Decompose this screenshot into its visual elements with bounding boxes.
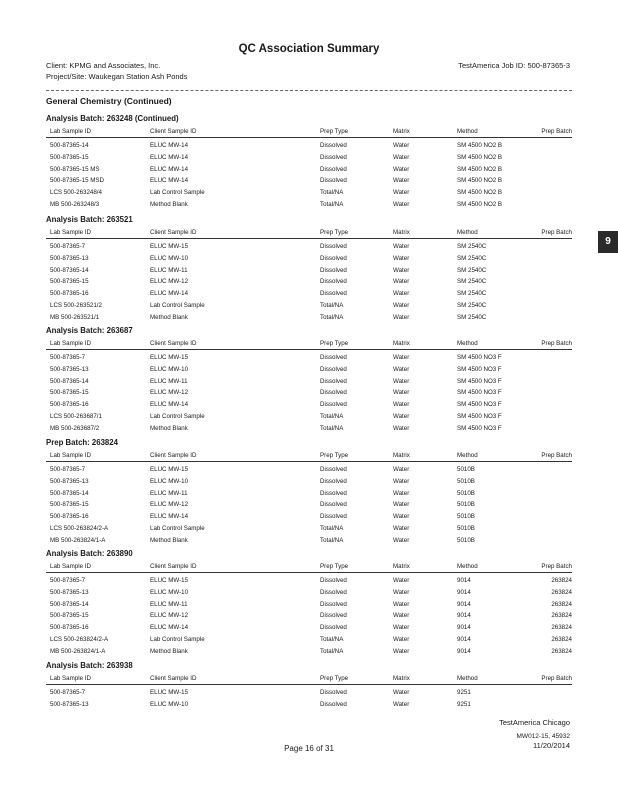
- table-row: [46, 276, 572, 288]
- cell-lab-sample-id: LCS 500-263687/1: [50, 412, 102, 420]
- cell-method: SM 4500 NO2 B: [457, 153, 503, 161]
- table-header: [46, 228, 572, 239]
- cell-lab-sample-id: 500-87365-13: [50, 254, 89, 262]
- cell-client-sample-id: Method Blank: [150, 313, 188, 321]
- col-prep-type: Prep Type: [320, 128, 349, 135]
- cell-method: 9014: [457, 635, 471, 643]
- cell-matrix: Water: [393, 266, 410, 274]
- cell-client-sample-id: ELUC MW-14: [150, 153, 189, 161]
- cell-prep-type: Dissolved: [320, 254, 347, 262]
- cell-method: 5010B: [457, 489, 475, 497]
- cell-prep-type: Dissolved: [320, 624, 347, 632]
- cell-lab-sample-id: 500-87365-7: [50, 354, 86, 361]
- cell-prep-type: Total/NA: [320, 647, 344, 655]
- cell-method: SM 2540C: [457, 266, 487, 274]
- cell-client-sample-id: Method Blank: [150, 536, 188, 544]
- table-row: [46, 646, 572, 658]
- col-matrix: Matrix: [393, 340, 410, 347]
- col-method: Method: [457, 340, 478, 347]
- cell-method: 5010B: [457, 524, 475, 532]
- cell-method: SM 4500 NO2 B: [457, 189, 503, 197]
- cell-prep-type: Dissolved: [320, 365, 347, 373]
- table-row: [46, 352, 572, 364]
- cell-client-sample-id: ELUC MW-14: [150, 165, 189, 173]
- cell-method: 5010B: [457, 513, 475, 521]
- table-row: [46, 253, 572, 265]
- cell-lab-sample-id: 500-87365-15: [50, 501, 89, 509]
- cell-method: SM 4500 NO2 B: [457, 177, 503, 185]
- cell-method: SM 2540C: [457, 254, 487, 262]
- cell-client-sample-id: ELUC MW-10: [150, 588, 189, 596]
- page-number: Page 16 of 31: [284, 744, 334, 753]
- col-prep-batch: Prep Batch: [541, 128, 572, 135]
- cell-lab-sample-id: 500-87365-7: [50, 466, 86, 473]
- cell-prep-batch: 263824: [551, 577, 572, 584]
- batch-block: [46, 548, 572, 658]
- table-row: [46, 300, 572, 312]
- col-matrix: Matrix: [393, 563, 410, 570]
- cell-client-sample-id: ELUC MW-15: [150, 689, 189, 696]
- col-client-sample-id: Client Sample ID: [150, 675, 197, 682]
- cell-prep-type: Dissolved: [320, 513, 347, 521]
- cell-lab-sample-id: 500-87365-13: [50, 588, 89, 596]
- cell-client-sample-id: ELUC MW-14: [150, 401, 189, 409]
- cell-lab-sample-id: LCS 500-263824/2-A: [50, 524, 109, 532]
- cell-matrix: Water: [393, 577, 410, 584]
- batch-block: [46, 660, 572, 711]
- table-row: [46, 140, 572, 152]
- cell-matrix: Water: [393, 165, 410, 173]
- col-client-sample-id: Client Sample ID: [150, 563, 197, 570]
- col-prep-batch: Prep Batch: [541, 340, 572, 347]
- cell-lab-sample-id: LCS 500-263248/4: [50, 189, 102, 197]
- cell-method: SM 4500 NO3 F: [457, 424, 502, 432]
- cell-prep-type: Dissolved: [320, 377, 347, 385]
- cell-lab-sample-id: 500-87365-16: [50, 401, 89, 409]
- col-prep-batch: Prep Batch: [541, 229, 572, 236]
- batch-title: Analysis Batch: 263521: [46, 215, 133, 224]
- table-row: [46, 599, 572, 611]
- cell-matrix: Water: [393, 412, 410, 420]
- cell-matrix: Water: [393, 200, 410, 208]
- table-row: [46, 152, 572, 164]
- batch-title: Analysis Batch: 263938: [46, 661, 133, 670]
- cell-prep-type: Total/NA: [320, 189, 344, 197]
- cell-prep-type: Total/NA: [320, 301, 344, 309]
- cell-client-sample-id: Lab Control Sample: [150, 189, 205, 197]
- cell-client-sample-id: ELUC MW-10: [150, 700, 189, 708]
- col-client-sample-id: Client Sample ID: [150, 128, 197, 135]
- cell-matrix: Water: [393, 389, 410, 397]
- cell-prep-type: Total/NA: [320, 536, 344, 544]
- cell-matrix: Water: [393, 600, 410, 608]
- cell-prep-type: Dissolved: [320, 689, 347, 696]
- cell-client-sample-id: ELUC MW-11: [150, 377, 188, 385]
- cell-matrix: Water: [393, 489, 410, 497]
- cell-prep-batch: 263824: [551, 600, 572, 608]
- cell-matrix: Water: [393, 635, 410, 643]
- cell-prep-type: Dissolved: [320, 165, 347, 173]
- cell-matrix: Water: [393, 189, 410, 197]
- cell-client-sample-id: Lab Control Sample: [150, 301, 205, 309]
- cell-matrix: Water: [393, 624, 410, 632]
- cell-client-sample-id: ELUC MW-10: [150, 477, 189, 485]
- table-row: [46, 499, 572, 511]
- cell-prep-type: Dissolved: [320, 577, 347, 584]
- table-row: [46, 376, 572, 388]
- cell-lab-sample-id: MB 500-263521/1: [50, 313, 100, 321]
- cell-method: SM 4500 NO3 F: [457, 365, 502, 373]
- cell-method: SM 2540C: [457, 243, 487, 250]
- cell-lab-sample-id: 500-87365-13: [50, 365, 89, 373]
- cell-prep-type: Dissolved: [320, 354, 347, 361]
- cell-method: 5010B: [457, 466, 475, 473]
- section-title: General Chemistry (Continued): [46, 96, 172, 106]
- cell-prep-type: Dissolved: [320, 612, 347, 620]
- table-row: [46, 175, 572, 187]
- footer-date: 11/20/2014: [533, 741, 570, 750]
- batch-block: [46, 214, 572, 324]
- cell-matrix: Water: [393, 466, 410, 473]
- table-row: [46, 488, 572, 500]
- table-row: [46, 687, 572, 699]
- cell-method: SM 2540C: [457, 301, 487, 309]
- col-lab-sample-id: Lab Sample ID: [50, 229, 91, 236]
- table-row: [46, 523, 572, 535]
- cell-prep-type: Dissolved: [320, 142, 347, 149]
- cell-method: 9014: [457, 647, 471, 655]
- table-row: [46, 399, 572, 411]
- col-prep-type: Prep Type: [320, 340, 349, 347]
- cell-method: SM 4500 NO2 B: [457, 165, 503, 173]
- cell-matrix: Water: [393, 424, 410, 432]
- table-header: [46, 127, 572, 138]
- cell-prep-batch: 263824: [551, 624, 572, 632]
- cell-matrix: Water: [393, 153, 410, 161]
- cell-prep-type: Total/NA: [320, 313, 344, 321]
- cell-prep-batch: 263824: [551, 588, 572, 596]
- cell-method: 9251: [457, 700, 471, 708]
- cell-client-sample-id: ELUC MW-11: [150, 600, 188, 608]
- cell-matrix: Water: [393, 243, 410, 250]
- table-row: [46, 241, 572, 253]
- cell-method: SM 4500 NO3 F: [457, 389, 502, 397]
- cell-matrix: Water: [393, 278, 410, 286]
- cell-lab-sample-id: 500-87365-14: [50, 489, 89, 497]
- cell-client-sample-id: ELUC MW-15: [150, 354, 189, 361]
- cell-client-sample-id: Method Blank: [150, 647, 188, 655]
- cell-prep-type: Dissolved: [320, 243, 347, 250]
- table-header: [46, 451, 572, 462]
- table-row: [46, 312, 572, 324]
- table-row: [46, 199, 572, 211]
- cell-prep-type: Total/NA: [320, 424, 344, 432]
- cell-client-sample-id: ELUC MW-12: [150, 501, 189, 509]
- cell-client-sample-id: ELUC MW-11: [150, 489, 188, 497]
- col-method: Method: [457, 128, 478, 135]
- cell-matrix: Water: [393, 377, 410, 385]
- cell-lab-sample-id: MB 500-263248/3: [50, 200, 100, 208]
- batch-block: [46, 437, 572, 547]
- cell-matrix: Water: [393, 647, 410, 655]
- cell-prep-type: Dissolved: [320, 477, 347, 485]
- cell-method: 9014: [457, 577, 471, 584]
- table-row: [46, 288, 572, 300]
- table-row: [46, 587, 572, 599]
- cell-method: 5010B: [457, 536, 475, 544]
- cell-client-sample-id: ELUC MW-14: [150, 177, 189, 185]
- cell-matrix: Water: [393, 301, 410, 309]
- table-row: [46, 476, 572, 488]
- batch-block: [46, 113, 572, 211]
- footer-reference: MW012-15, 45932: [516, 733, 570, 740]
- cell-method: 5010B: [457, 477, 475, 485]
- col-prep-type: Prep Type: [320, 229, 349, 236]
- table-header: [46, 674, 572, 685]
- table-row: [46, 464, 572, 476]
- cell-client-sample-id: ELUC MW-14: [150, 513, 189, 521]
- table-row: [46, 423, 572, 435]
- table-row: [46, 364, 572, 376]
- cell-lab-sample-id: 500-87365-13: [50, 700, 89, 708]
- cell-prep-type: Dissolved: [320, 700, 347, 708]
- cell-matrix: Water: [393, 290, 410, 298]
- cell-method: 9251: [457, 689, 471, 696]
- cell-lab-sample-id: 500-87365-7: [50, 577, 86, 584]
- cell-matrix: Water: [393, 501, 410, 509]
- section-tab-marker: 9: [598, 231, 618, 253]
- cell-prep-type: Dissolved: [320, 600, 347, 608]
- cell-method: SM 4500 NO3 F: [457, 377, 502, 385]
- table-row: [46, 411, 572, 423]
- cell-method: 9014: [457, 600, 471, 608]
- cell-lab-sample-id: LCS 500-263521/2: [50, 301, 102, 309]
- col-prep-batch: Prep Batch: [541, 452, 572, 459]
- col-client-sample-id: Client Sample ID: [150, 452, 197, 459]
- cell-method: SM 4500 NO2 B: [457, 142, 503, 149]
- cell-client-sample-id: ELUC MW-12: [150, 389, 189, 397]
- col-method: Method: [457, 229, 478, 236]
- cell-prep-type: Dissolved: [320, 153, 347, 161]
- cell-prep-type: Dissolved: [320, 177, 347, 185]
- cell-prep-type: Dissolved: [320, 290, 347, 298]
- col-prep-batch: Prep Batch: [541, 675, 572, 682]
- table-row: [46, 187, 572, 199]
- cell-client-sample-id: Lab Control Sample: [150, 412, 205, 420]
- cell-matrix: Water: [393, 477, 410, 485]
- col-prep-batch: Prep Batch: [541, 563, 572, 570]
- cell-lab-sample-id: 500-87365-14: [50, 377, 89, 385]
- cell-lab-sample-id: 500-87365-15: [50, 278, 89, 286]
- cell-matrix: Water: [393, 689, 410, 696]
- cell-method: SM 4500 NO2 B: [457, 200, 503, 208]
- cell-client-sample-id: Lab Control Sample: [150, 635, 205, 643]
- col-prep-type: Prep Type: [320, 675, 349, 682]
- batch-block: [46, 325, 572, 435]
- cell-matrix: Water: [393, 177, 410, 185]
- cell-prep-type: Total/NA: [320, 412, 344, 420]
- cell-prep-batch: 263824: [551, 647, 572, 655]
- cell-client-sample-id: Method Blank: [150, 200, 188, 208]
- col-matrix: Matrix: [393, 128, 410, 135]
- cell-matrix: Water: [393, 612, 410, 620]
- table-header: [46, 339, 572, 350]
- cell-lab-sample-id: 500-87365-15: [50, 612, 89, 620]
- cell-method: 9014: [457, 612, 471, 620]
- cell-client-sample-id: ELUC MW-15: [150, 243, 189, 250]
- cell-client-sample-id: ELUC MW-14: [150, 290, 189, 298]
- cell-lab-sample-id: LCS 500-263824/2-A: [50, 635, 109, 643]
- cell-matrix: Water: [393, 313, 410, 321]
- cell-client-sample-id: Lab Control Sample: [150, 524, 205, 532]
- cell-method: SM 4500 NO3 F: [457, 412, 502, 420]
- cell-lab-sample-id: MB 500-263824/1-A: [50, 647, 106, 655]
- cell-client-sample-id: ELUC MW-12: [150, 278, 189, 286]
- col-lab-sample-id: Lab Sample ID: [50, 128, 91, 135]
- batch-title: Analysis Batch: 263890: [46, 549, 133, 558]
- cell-matrix: Water: [393, 513, 410, 521]
- cell-matrix: Water: [393, 401, 410, 409]
- cell-method: 9014: [457, 624, 471, 632]
- cell-method: SM 4500 NO3 F: [457, 354, 502, 361]
- table-row: [46, 634, 572, 646]
- cell-client-sample-id: ELUC MW-15: [150, 577, 189, 584]
- cell-lab-sample-id: MB 500-263687/2: [50, 424, 100, 432]
- cell-method: SM 4500 NO3 F: [457, 401, 502, 409]
- cell-method: 5010B: [457, 501, 475, 509]
- col-matrix: Matrix: [393, 229, 410, 236]
- cell-client-sample-id: ELUC MW-10: [150, 365, 189, 373]
- col-method: Method: [457, 563, 478, 570]
- cell-lab-sample-id: 500-87365-15 MSD: [50, 177, 105, 185]
- table-row: [46, 164, 572, 176]
- cell-prep-type: Total/NA: [320, 635, 344, 643]
- footer-lab-name: TestAmerica Chicago: [499, 718, 570, 727]
- cell-prep-type: Dissolved: [320, 266, 347, 274]
- cell-lab-sample-id: 500-87365-7: [50, 689, 86, 696]
- document-title: QC Association Summary: [238, 43, 380, 55]
- cell-method: 9014: [457, 588, 471, 596]
- cell-client-sample-id: ELUC MW-14: [150, 624, 189, 632]
- table-row: [46, 535, 572, 547]
- col-prep-type: Prep Type: [320, 563, 349, 570]
- batch-title: Analysis Batch: 263248 (Continued): [46, 114, 179, 123]
- cell-matrix: Water: [393, 700, 410, 708]
- col-lab-sample-id: Lab Sample ID: [50, 675, 91, 682]
- project-site-line: Project/Site: Waukegan Station Ash Ponds: [46, 72, 188, 81]
- cell-lab-sample-id: 500-87365-15 MS: [50, 165, 100, 173]
- table-row: [46, 387, 572, 399]
- cell-lab-sample-id: 500-87365-14: [50, 600, 89, 608]
- job-id: TestAmerica Job ID: 500-87365-3: [458, 61, 570, 70]
- cell-client-sample-id: ELUC MW-15: [150, 466, 189, 473]
- cell-prep-type: Dissolved: [320, 278, 347, 286]
- cell-lab-sample-id: 500-87365-16: [50, 513, 89, 521]
- cell-matrix: Water: [393, 365, 410, 373]
- table-row: [46, 265, 572, 277]
- cell-matrix: Water: [393, 254, 410, 262]
- col-method: Method: [457, 675, 478, 682]
- table-header: [46, 562, 572, 573]
- cell-prep-type: Total/NA: [320, 200, 344, 208]
- table-row: [46, 610, 572, 622]
- cell-client-sample-id: ELUC MW-12: [150, 612, 189, 620]
- client-line: Client: KPMG and Associates, Inc.: [46, 61, 161, 70]
- cell-matrix: Water: [393, 588, 410, 596]
- col-prep-type: Prep Type: [320, 452, 349, 459]
- col-client-sample-id: Client Sample ID: [150, 229, 197, 236]
- cell-lab-sample-id: 500-87365-7: [50, 243, 86, 250]
- cell-prep-type: Dissolved: [320, 489, 347, 497]
- cell-client-sample-id: ELUC MW-11: [150, 266, 188, 274]
- cell-lab-sample-id: 500-87365-14: [50, 266, 89, 274]
- cell-lab-sample-id: 500-87365-15: [50, 389, 89, 397]
- cell-lab-sample-id: 500-87365-15: [50, 153, 89, 161]
- table-row: [46, 575, 572, 587]
- col-matrix: Matrix: [393, 675, 410, 682]
- cell-prep-type: Dissolved: [320, 389, 347, 397]
- cell-method: SM 2540C: [457, 278, 487, 286]
- cell-prep-type: Total/NA: [320, 524, 344, 532]
- cell-prep-type: Dissolved: [320, 401, 347, 409]
- batch-title: Prep Batch: 263824: [46, 438, 118, 447]
- cell-lab-sample-id: 500-87365-13: [50, 477, 89, 485]
- cell-method: SM 2540C: [457, 313, 487, 321]
- cell-prep-batch: 263824: [551, 635, 572, 643]
- cell-method: SM 2540C: [457, 290, 487, 298]
- cell-client-sample-id: ELUC MW-10: [150, 254, 189, 262]
- cell-client-sample-id: ELUC MW-14: [150, 142, 189, 149]
- col-client-sample-id: Client Sample ID: [150, 340, 197, 347]
- col-matrix: Matrix: [393, 452, 410, 459]
- table-row: [46, 699, 572, 711]
- cell-lab-sample-id: 500-87365-14: [50, 142, 89, 149]
- table-row: [46, 622, 572, 634]
- col-lab-sample-id: Lab Sample ID: [50, 452, 91, 459]
- cell-matrix: Water: [393, 524, 410, 532]
- col-lab-sample-id: Lab Sample ID: [50, 563, 91, 570]
- cell-prep-type: Dissolved: [320, 466, 347, 473]
- cell-matrix: Water: [393, 142, 410, 149]
- cell-matrix: Water: [393, 354, 410, 361]
- table-row: [46, 511, 572, 523]
- col-lab-sample-id: Lab Sample ID: [50, 340, 91, 347]
- cell-prep-type: Dissolved: [320, 588, 347, 596]
- cell-client-sample-id: Method Blank: [150, 424, 188, 432]
- header-divider: [46, 90, 572, 91]
- cell-lab-sample-id: MB 500-263824/1-A: [50, 536, 106, 544]
- col-method: Method: [457, 452, 478, 459]
- cell-prep-batch: 263824: [551, 612, 572, 620]
- cell-lab-sample-id: 500-87365-16: [50, 624, 89, 632]
- cell-prep-type: Dissolved: [320, 501, 347, 509]
- batch-title: Analysis Batch: 263687: [46, 326, 133, 335]
- cell-matrix: Water: [393, 536, 410, 544]
- cell-lab-sample-id: 500-87365-16: [50, 290, 89, 298]
